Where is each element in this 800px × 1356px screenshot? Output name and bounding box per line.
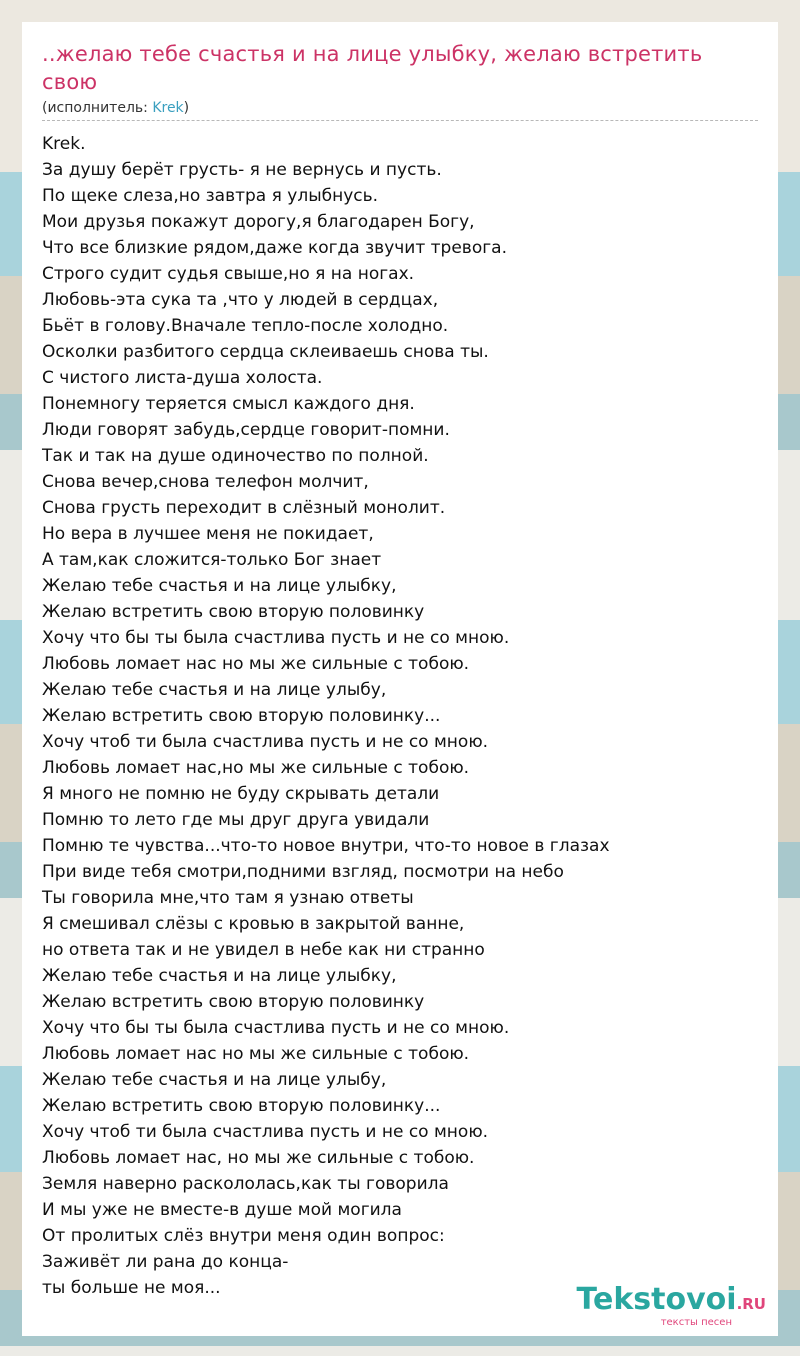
lyric-line: Строго судит судья свыше,но я на ногах. xyxy=(42,264,415,284)
lyric-line: Хочу чтоб ти была счастлива пусть и не со мною. xyxy=(42,732,489,752)
lyric-line: Желаю тебе счастья и на лице улыбу, xyxy=(42,1070,387,1090)
lyric-line: Желаю встретить свою вторую половинку xyxy=(42,602,425,622)
lyric-line: Хочу что бы ты была счастлива пусть и не со мною. xyxy=(42,628,510,648)
lyric-line: но ответа так и не увидел в небе как ни странно xyxy=(42,940,485,960)
lyric-line: Желаю тебе счастья и на лице улыбку, xyxy=(42,576,397,596)
lyric-line: По щеке слеза,но завтра я улыбнусь. xyxy=(42,186,379,206)
lyric-line: Бьёт в голову.Вначале тепло-после холодно. xyxy=(42,316,449,336)
lyric-line: Желаю тебе счастья и на лице улыбу, xyxy=(42,680,387,700)
lyric-line: Помню то лето где мы друг друга увидали xyxy=(42,810,430,830)
artist-suffix: ) xyxy=(183,100,190,116)
lyric-line: ты больше не моя... xyxy=(42,1278,221,1298)
lyric-line: Любовь-эта сука та ,что у людей в сердцах, xyxy=(42,290,439,310)
lyric-line: Krek. xyxy=(42,134,86,154)
lyric-line: Я смешивал слёзы с кровью в закрытой ванне, xyxy=(42,914,465,934)
lyric-line: А там,как сложится-только Бог знает xyxy=(42,550,382,570)
lyric-line: И мы уже не вместе-в душе мой могила xyxy=(42,1200,402,1220)
lyric-line: Но вера в лучшее меня не покидает, xyxy=(42,524,374,544)
lyric-line: От пролитых слёз внутри меня один вопрос: xyxy=(42,1226,445,1246)
lyric-line: Ты говорила мне,что там я узнаю ответы xyxy=(42,888,414,908)
lyric-line: Снова грусть переходит в слёзный монолит. xyxy=(42,498,446,518)
lyric-line: Любовь ломает нас,но мы же сильные с тобою. xyxy=(42,758,470,778)
lyric-line: Снова вечер,снова телефон молчит, xyxy=(42,472,369,492)
song-title: ..желаю тебе счастья и на лице улыбку, желаю встретить свою xyxy=(42,42,703,94)
lyric-line: Что все близкие рядом,даже когда звучит тревога. xyxy=(42,238,507,258)
lyric-line: Желаю встретить свою вторую половинку... xyxy=(42,706,441,726)
lyric-line: Мои друзья покажут дорогу,я благодарен Богу, xyxy=(42,212,475,232)
lyric-line: Осколки разбитого сердца склеиваешь снова ты. xyxy=(42,342,489,362)
artist-line xyxy=(42,100,758,121)
logo-tagline: тексты песен xyxy=(660,1317,732,1328)
lyric-line: Заживёт ли рана до конца- xyxy=(42,1252,289,1272)
lyrics-text xyxy=(42,131,758,1301)
lyric-line: За душу берёт грусть- я не вернусь и пусть. xyxy=(42,160,442,180)
lyric-line: Любовь ломает нас но мы же сильные с тобою. xyxy=(42,654,470,674)
lyric-line: Хочу что бы ты была счастлива пусть и не со мною. xyxy=(42,1018,510,1038)
lyric-line: При виде тебя смотри,подними взгляд, посмотри на небо xyxy=(42,862,564,882)
lyric-line: Помню те чувства...что-то новое внутри, что-то новое в глазах xyxy=(42,836,610,856)
lyric-line: Хочу чтоб ти была счастлива пусть и не со мною. xyxy=(42,1122,489,1142)
logo-tld: .RU xyxy=(736,1295,766,1313)
lyric-line: Любовь ломает нас, но мы же сильные с тобою. xyxy=(42,1148,475,1168)
lyric-line: Любовь ломает нас но мы же сильные с тобою. xyxy=(42,1044,470,1064)
lyrics-card xyxy=(22,22,778,1336)
lyric-line: Желаю встретить свою вторую половинку xyxy=(42,992,425,1012)
artist-link[interactable]: Krek xyxy=(152,100,184,116)
lyric-line: Желаю тебе счастья и на лице улыбку, xyxy=(42,966,397,986)
lyric-line: Земля наверно раскололась,как ты говорила xyxy=(42,1174,449,1194)
lyric-line: Люди говорят забудь,сердце говорит-помни. xyxy=(42,420,450,440)
logo-name: Tekstovoi xyxy=(576,1282,737,1317)
lyric-line: Желаю встретить свою вторую половинку... xyxy=(42,1096,441,1116)
site-logo[interactable] xyxy=(577,1283,766,1328)
lyric-line: Понемногу теряется смысл каждого дня. xyxy=(42,394,415,414)
lyric-line: Так и так на душе одиночество по полной. xyxy=(42,446,429,466)
lyric-line: Я много не помню не буду скрывать детали xyxy=(42,784,440,804)
artist-prefix: (исполнитель: xyxy=(42,100,153,116)
lyric-line: С чистого листа-душа холоста. xyxy=(42,368,323,388)
